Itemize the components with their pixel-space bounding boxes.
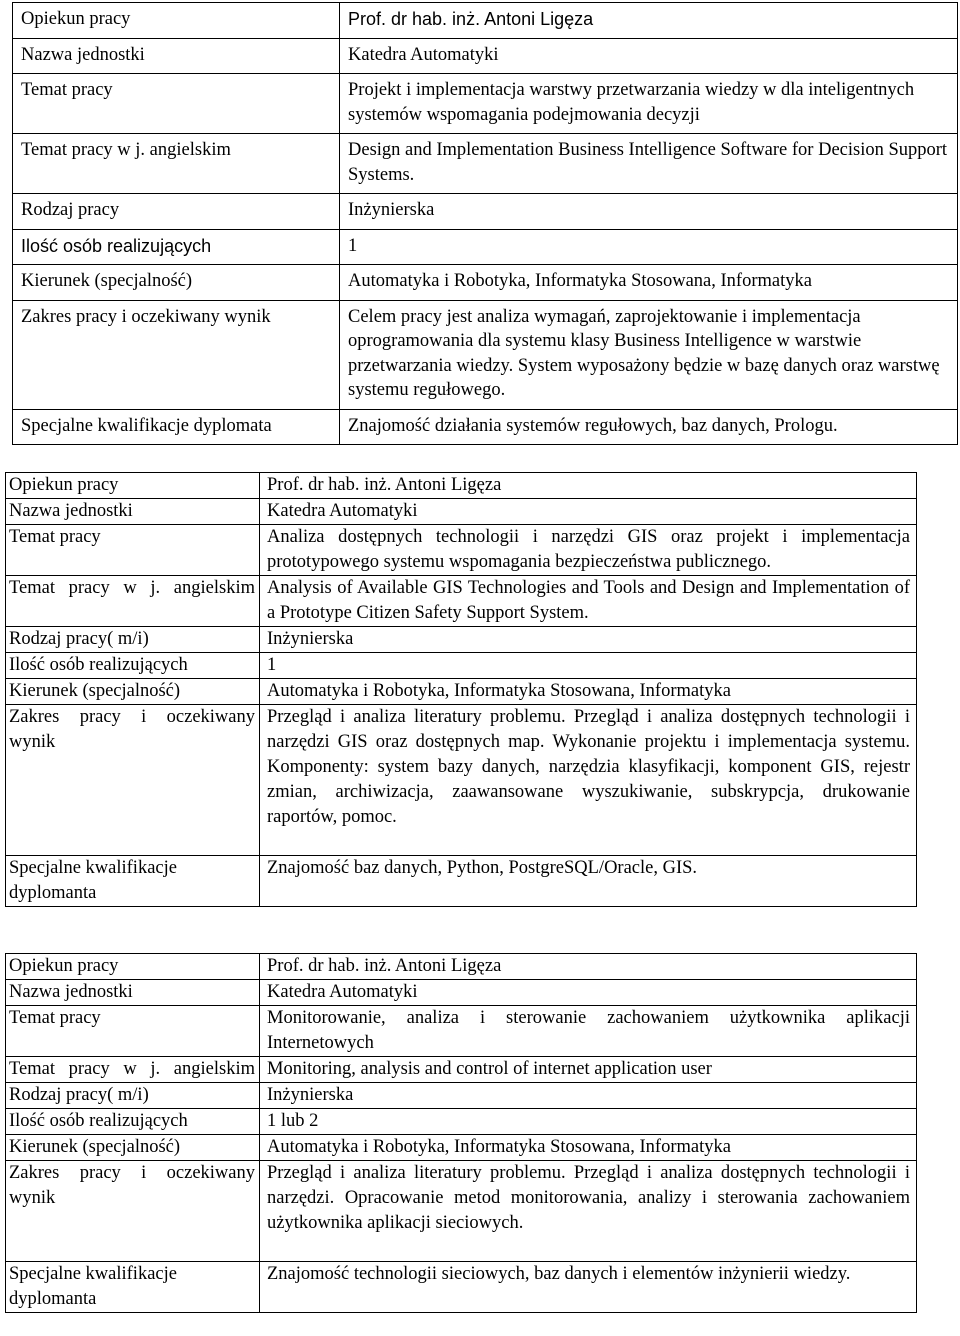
row-label: Specjalne kwalifikacje dyplomanta [6,856,260,907]
row-value: Przegląd i analiza literatury problemu. Przegląd i analiza dostępnych technologii i narzędzi GIS oraz dostępnych map. Wykonanie projektu i implementacja systemu. Komponenty: system bazy danych, narzędzia klasyfikacji, komponent GIS, rejestr zmian, archiwizacja, zaawansowane wyszukiwanie, subskrypcja, drukowanie raportów, pomoc. [260,705,917,856]
table-row [6,1161,917,1262]
row-value: Katedra Automatyki [260,980,917,1006]
table-row [6,1109,917,1135]
row-value: Inżynierska [260,1083,917,1109]
table-row [13,229,958,265]
row-value: Projekt i implementacja warstwy przetwarzania wiedzy w dla inteligentnych systemów wspomagania podejmowania decyzji [340,74,958,134]
table-row [6,627,917,653]
row-value: 1 lub 2 [260,1109,917,1135]
table-row [6,576,917,627]
table-row [6,1262,917,1313]
row-label: Rodzaj pracy( m/i) [6,627,260,653]
row-label: Zakres pracy i oczekiwany wynik [6,705,260,856]
row-value: Inżynierska [340,194,958,230]
table-row [13,74,958,134]
row-value: Znajomość baz danych, Python, PostgreSQL/Oracle, GIS. [260,856,917,907]
row-value: Analiza dostępnych technologii i narzędzi GIS oraz projekt i implementacja prototypowego systemu wspomagania bezpieczeństwa publicznego. [260,525,917,576]
table-row [6,525,917,576]
thesis-table-1 [12,2,958,445]
table-row [13,3,958,39]
row-value: Znajomość technologii sieciowych, baz danych i elementów inżynierii wiedzy. [260,1262,917,1313]
row-label: Opiekun pracy [13,3,340,39]
row-value: 1 [260,653,917,679]
table-row [6,954,917,980]
row-value: Celem pracy jest analiza wymagań, zaprojektowanie i implementacja oprogramowania dla systemu klasy Business Intelligence w warstwie przetwarzania wiedzy. System wyposażony będzie w bazę danych oraz warstwę systemu regułowego. [340,300,958,409]
row-value: Prof. dr hab. inż. Antoni Ligęza [260,954,917,980]
row-value: Inżynierska [260,627,917,653]
row-label: Opiekun pracy [6,473,260,499]
table-row [6,980,917,1006]
row-label: Rodzaj pracy( m/i) [6,1083,260,1109]
row-label: Zakres pracy i oczekiwany wynik [13,300,340,409]
row-value: Katedra Automatyki [260,499,917,525]
table-row [6,679,917,705]
row-value: 1 [340,229,958,265]
thesis-table-3 [5,953,917,1313]
row-label: Opiekun pracy [6,954,260,980]
thesis-table-2 [5,472,917,907]
table-row [13,300,958,409]
table-row [6,499,917,525]
row-value: Prof. dr hab. inż. Antoni Ligęza [340,3,958,39]
row-value: Automatyka i Robotyka, Informatyka Stosowana, Informatyka [340,265,958,301]
row-label: Rodzaj pracy [13,194,340,230]
row-label: Temat pracy [6,1006,260,1057]
row-value: Prof. dr hab. inż. Antoni Ligęza [260,473,917,499]
table-row [6,653,917,679]
row-value: Analysis of Available GIS Technologies and Tools and Design and Implementation of a Prototype Citizen Safety Support System. [260,576,917,627]
row-label: Specjalne kwalifikacje dyplomata [13,409,340,445]
table-row [6,473,917,499]
table-row [13,38,958,74]
table-row [6,1006,917,1057]
table-row [13,194,958,230]
row-value: Monitoring, analysis and control of internet application user [260,1057,917,1083]
row-label: Kierunek (specjalność) [6,1135,260,1161]
table-row [13,134,958,194]
table-row [6,1083,917,1109]
row-label: Nazwa jednostki [6,499,260,525]
row-label: Ilość osób realizujących [13,229,340,265]
row-label: Temat pracy w j. angielskim [6,1057,260,1083]
row-label: Temat pracy [13,74,340,134]
row-label: Temat pracy w j. angielskim [6,576,260,627]
row-value: Przegląd i analiza literatury problemu. Przegląd i analiza dostępnych technologii i narzędzi. Opracowanie metod monitorowania, analizy i sterowania zachowaniem użytkownika aplikacji sieciowych. [260,1161,917,1262]
row-value: Znajomość działania systemów regułowych, baz danych, Prologu. [340,409,958,445]
row-label: Temat pracy [6,525,260,576]
row-label: Kierunek (specjalność) [13,265,340,301]
row-label: Specjalne kwalifikacje dyplomanta [6,1262,260,1313]
row-label: Nazwa jednostki [13,38,340,74]
table-row [13,409,958,445]
row-value: Monitorowanie, analiza i sterowanie zachowaniem użytkownika aplikacji Internetowych [260,1006,917,1057]
row-label: Temat pracy w j. angielskim [13,134,340,194]
row-label: Nazwa jednostki [6,980,260,1006]
row-label: Kierunek (specjalność) [6,679,260,705]
table-row [6,856,917,907]
row-value: Automatyka i Robotyka, Informatyka Stosowana, Informatyka [260,1135,917,1161]
row-value: Katedra Automatyki [340,38,958,74]
row-label: Zakres pracy i oczekiwany wynik [6,1161,260,1262]
table-row [6,1135,917,1161]
row-value: Automatyka i Robotyka, Informatyka Stosowana, Informatyka [260,679,917,705]
row-label: Ilość osób realizujących [6,653,260,679]
table-row [13,265,958,301]
table-row [6,705,917,856]
row-value: Design and Implementation Business Intelligence Software for Decision Support Systems. [340,134,958,194]
row-label: Ilość osób realizujących [6,1109,260,1135]
table-row [6,1057,917,1083]
